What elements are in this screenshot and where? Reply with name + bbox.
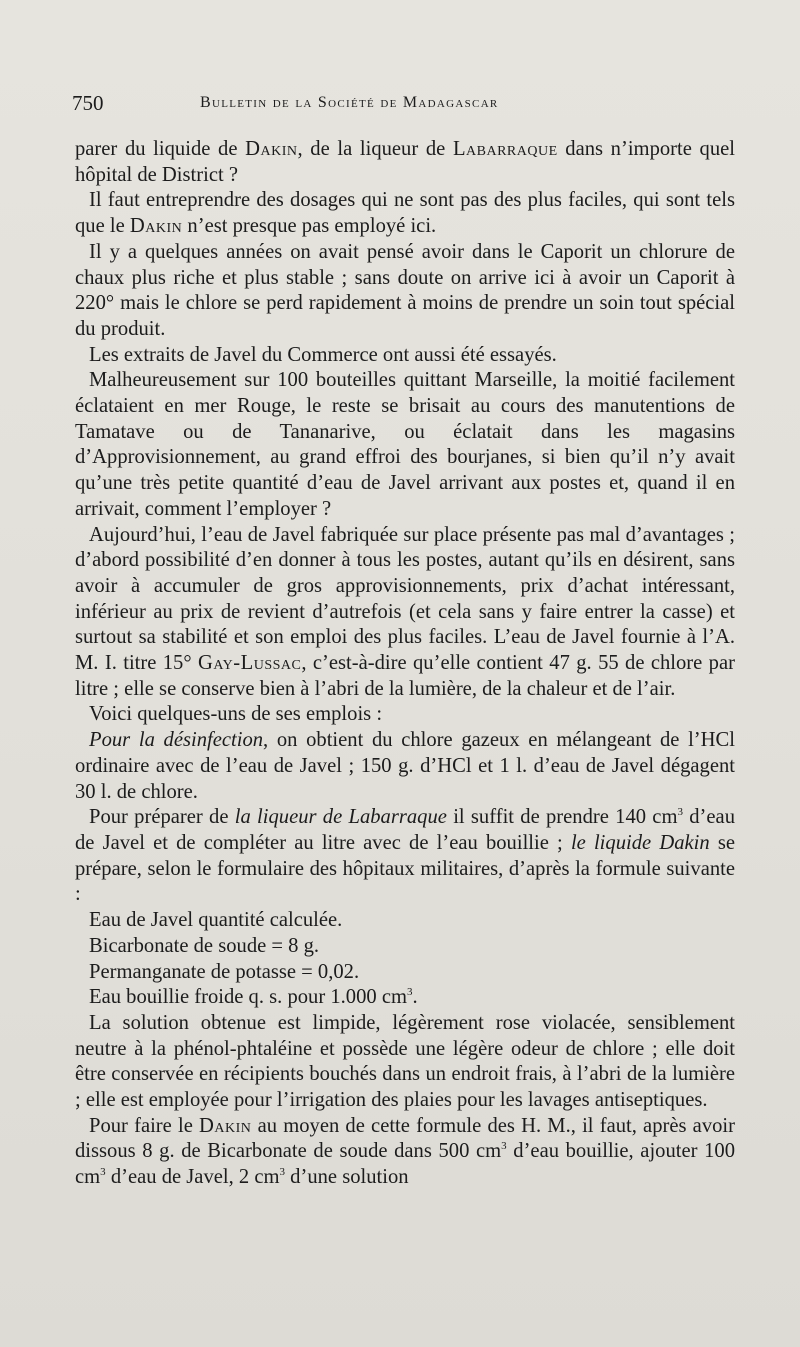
- paragraph: parer du liquide de Dakin, de la liqueur de Labarraque dans n’importe quel hôpital de District ?: [75, 138, 735, 186]
- paragraph: Voici quelques-uns de ses emplois :: [89, 703, 383, 726]
- formula-line: Eau bouillie froide q. s. pour 1.000 $cm^3$.: [89, 986, 418, 1009]
- formula-line: Permanganate de potasse = 0,02.: [89, 960, 360, 983]
- page-header: [72, 91, 732, 115]
- paragraph: Aujourd’hui, l’eau de Javel fabriquée sur place présente pas mal d’avantages ; d’abord possibilité d’en donner à tous les postes, autant qu’ils en désirent, sans avoir à accumuler de gros approvisionnements, prix d’achat intéressant, inférieur au prix de revient d’autrefois (et cela sans y faire entrer la casse) et surtout sa stabilité et son emploi des plus faciles. L’eau de Javel fournie à l’A. M. I. titre 15° Gay-Lussac, c’est-à-dire qu’elle contient 47 g. 55 de chlore par litre ; elle se conserve bien à l’abri de la lumière, de la chaleur et de l’air.: [75, 523, 735, 700]
- paragraph: Pour faire le Dakin au moyen de cette formule des H. M., il faut, après avoir dissous 8 g. de Bicarbonate de soude dans 500 $cm^3$ d’eau bouillie, ajouter 100 $cm^3$ d’eau de Javel, 2 $cm^3$ d’une solution: [75, 1114, 735, 1189]
- formula-line: Bicarbonate de soude = 8 g.: [89, 934, 320, 957]
- paragraph: Il faut entreprendre des dosages qui ne sont pas des plus faciles, qui sont tels que le Dakin n’est presque pas employé ici.: [75, 189, 735, 238]
- body-text: [75, 137, 735, 1191]
- paragraph: Les extraits de Javel du Commerce ont aussi été essayés.: [89, 343, 557, 366]
- paragraph: Pour la désinfection, on obtient du chlore gazeux en mélangeant de l’HCl ordinaire avec de l’eau de Javel ; 150 g. d’HCl et 1 l. d’eau de Javel dégagent 30 l. de chlore.: [75, 729, 735, 803]
- running-title: Bulletin de la Société de Madagascar: [200, 94, 499, 111]
- paragraph: La solution obtenue est limpide, légèrement rose violacée, sensiblement neutre à la phénol-phtaléine et possède une légère odeur de chlore ; elle doit être conservée en récipients bouchés dans un endroit frais, à l’abri de la lumière ; elle est employée pour l’irrigation des plaies pour les lavages antiseptiques.: [75, 1011, 735, 1112]
- paragraph: Il y a quelques années on avait pensé avoir dans le Caporit un chlorure de chaux plus riche et plus stable ; sans doute on arrive ici à avoir un Caporit à 220° mais le chlore se perd rapidement à moins de prendre un soin tout spécial du produit.: [75, 240, 735, 340]
- paragraph: Pour préparer de la liqueur de Labarraque il suffit de prendre 140 $cm^3$ d’eau de Javel et de compléter au litre avec de l’eau bouillie ; le liquide Dakin se prépare, selon le formulaire des hôpitaux militaires, d’après la formule suivante :: [75, 806, 735, 906]
- page-number: 750: [72, 91, 104, 115]
- paragraph: Malheureusement sur 100 bouteilles quittant Marseille, la moitié facilement éclataient en mer Rouge, le reste se brisait au cours des manutentions de Tamatave ou de Tananarive, ou éclatait dans les magasins d’Approvisionnement, au grand effroi des bourjanes, si bien qu’il n’y avait qu’une très petite quantité d’eau de Javel arrivant aux postes et, quand il en arrivait, comment l’employer ?: [75, 369, 735, 520]
- formula-line: Eau de Javel quantité calculée.: [89, 909, 343, 932]
